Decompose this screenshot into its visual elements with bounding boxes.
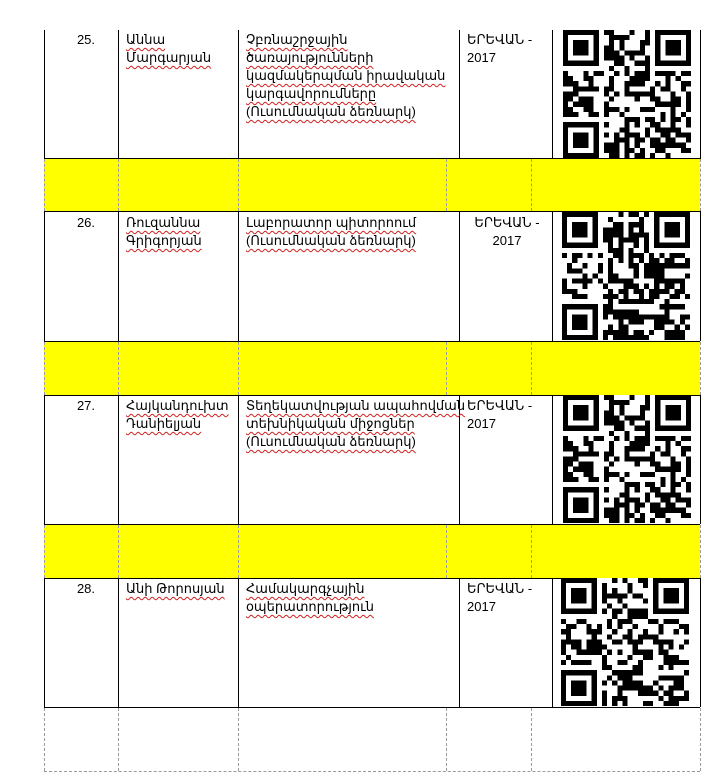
author-name: Հայկանդուխտ Դանիելյան <box>126 398 229 431</box>
col-border <box>700 525 701 578</box>
col-border <box>238 525 239 578</box>
col-border <box>446 525 447 578</box>
col-border <box>700 708 701 771</box>
author-name: Անի Թորոսյան <box>126 581 225 596</box>
col-border <box>459 578 460 707</box>
col-border <box>700 342 701 395</box>
col-border <box>44 211 45 341</box>
col-border <box>552 30 553 159</box>
col-border <box>118 708 119 771</box>
col-border <box>446 159 447 211</box>
qr-code-icon <box>563 395 691 523</box>
col-border <box>44 578 45 707</box>
col-border <box>531 708 532 771</box>
col-border <box>531 525 532 578</box>
highlight-row <box>44 159 700 211</box>
row-number: 26. <box>76 215 96 230</box>
qr-code-icon <box>563 30 691 158</box>
place-year: ԵՐԵՎԱՆ - 2017 <box>467 32 533 65</box>
col-border <box>700 30 701 159</box>
col-border <box>44 342 45 395</box>
col-border <box>238 708 239 771</box>
book-title: Տեղեկատվության ապահովման տեխնիկական միջոցներ (Ուսումնական ձեռնարկ) <box>246 398 466 449</box>
row-number: 25. <box>76 32 96 47</box>
book-title: Համակարգչային օպերատորություն <box>246 581 375 614</box>
col-border <box>552 578 553 707</box>
col-border <box>459 211 460 341</box>
row-border <box>44 158 700 159</box>
col-border <box>44 708 45 771</box>
col-border <box>238 211 239 341</box>
highlight-row <box>44 525 700 578</box>
col-border <box>531 342 532 395</box>
col-border <box>118 525 119 578</box>
row-number: 28. <box>76 581 96 596</box>
author-name: Ռուզաննա Գրիգորյան <box>126 215 202 248</box>
col-border <box>238 30 239 159</box>
col-border <box>118 342 119 395</box>
col-border <box>531 159 532 211</box>
qr-code-icon <box>561 578 689 706</box>
col-border <box>552 395 553 524</box>
col-border <box>238 395 239 524</box>
col-border <box>44 30 45 159</box>
col-border <box>446 708 447 771</box>
author-name: Աննա Մարգարյան <box>126 32 212 65</box>
col-border <box>44 395 45 524</box>
col-border <box>44 525 45 578</box>
highlight-row <box>44 342 700 395</box>
col-border <box>700 211 701 341</box>
col-border <box>459 30 460 159</box>
col-border <box>700 578 701 707</box>
place-year: ԵՐԵՎԱՆ - 2017 <box>467 398 533 431</box>
col-border <box>238 578 239 707</box>
col-border <box>238 159 239 211</box>
col-border <box>552 211 553 341</box>
col-border <box>446 342 447 395</box>
row-border <box>44 341 700 342</box>
row-border <box>44 771 700 772</box>
row-border <box>44 524 700 525</box>
book-title: Չբռնաշրջային ծառայությունների կազմակերպման իրավական կարգավորումները (Ուսումնական ձեռնարկ) <box>246 32 446 119</box>
place-year: ԵՐԵՎԱՆ - 2017 <box>467 581 533 614</box>
col-border <box>700 395 701 524</box>
col-border <box>238 342 239 395</box>
row-border <box>44 707 700 708</box>
place-year: ԵՐԵՎԱՆ - 2017 <box>474 215 540 248</box>
col-border <box>118 30 119 159</box>
row-number: 27. <box>76 398 96 413</box>
col-border <box>700 159 701 211</box>
book-title: Լաբորատոր պիտորոում (Ուսումնական ձեռնարկ) <box>246 215 417 248</box>
col-border <box>44 159 45 211</box>
qr-code-icon <box>562 212 690 340</box>
col-border <box>118 159 119 211</box>
